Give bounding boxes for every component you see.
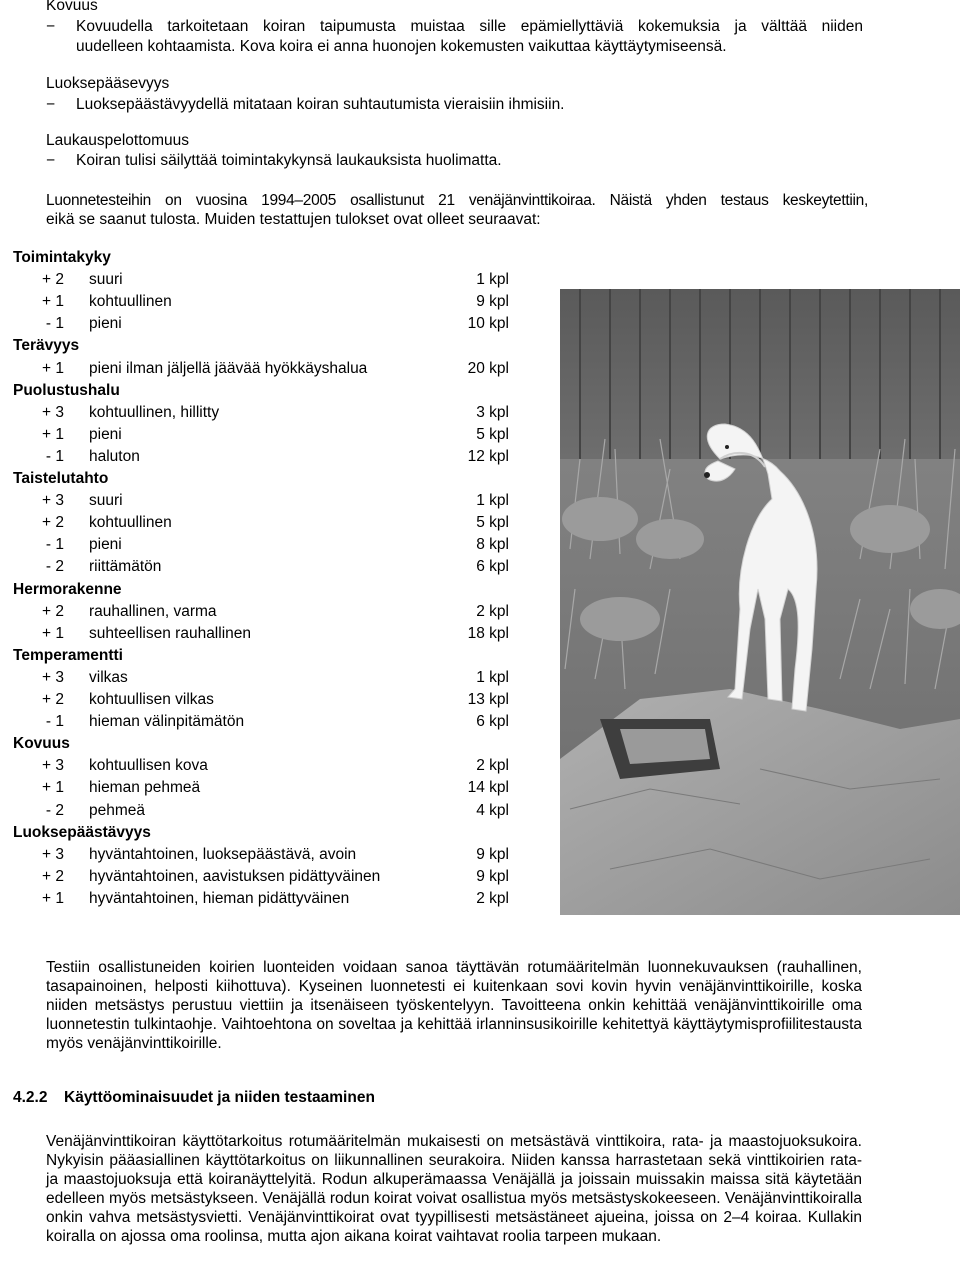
result-score: + 2	[42, 867, 64, 885]
result-score: + 2	[42, 602, 64, 620]
result-count: 9 kpl	[476, 845, 509, 863]
result-label: hieman pehmeä	[89, 779, 201, 797]
result-count: 9 kpl	[476, 293, 509, 311]
heading-laukauspelottomuus: Laukauspelottomuus	[46, 132, 190, 149]
result-label: hyväntahtoinen, luoksepäästävä, avoin	[89, 845, 357, 863]
result-label: suhteellisen rauhallinen	[89, 624, 252, 642]
result-count: 14 kpl	[467, 779, 509, 797]
luoksepaasevyys-text: Luoksepäästävyydellä mitataan koiran suhtautumista vieraisiin ihmisiin.	[76, 96, 565, 113]
result-row	[0, 270, 520, 292]
result-score: + 1	[42, 624, 64, 642]
result-row	[0, 314, 520, 336]
result-count: 13 kpl	[467, 691, 509, 708]
result-row	[0, 491, 520, 513]
result-label: kohtuullisen kova	[89, 757, 208, 775]
result-score: + 1	[42, 779, 64, 797]
result-row	[0, 690, 520, 712]
result-score: - 1	[45, 447, 64, 465]
result-label: kohtuullinen, hillitty	[89, 403, 220, 421]
result-label: kohtuullinen	[89, 514, 172, 532]
result-row	[0, 778, 520, 800]
result-count: 5 kpl	[476, 514, 509, 532]
result-count: 8 kpl	[476, 536, 509, 554]
section-body-text: Venäjänvinttikoiran käyttötarkoitus rotumääritelmän mukaisesti on metsästävä vinttikoira, rata- ja maastojuoksukoira. Nykyisin pääasiallinen käyttötarkoitus on liikunnallinen seurakoira. Niiden kanssa harrastetaan sekä vinttikoirien rata- ja maastojuoksuja että koiranäyttelyitä. Rodun alkuperämaassa Venäjällä ja joissain muissakin maissa sitä käytetään edelleen myös metsästykseen. Venäjällä rodun koirat voivat osallistua myös metsästyskokeeseen. Venäjänvinttikoiralla onkin vahva metsästysvietti. Venäjänvinttikoirat ovat tyypillisesti metsästäneet ajueina, joissa on 2–4 koiraa. Kullakin koiralla on ajossa oma roolinsa, mutta ajon aikana koirat vaihtavat roolia tarpeen mukaan.	[46, 1133, 862, 1245]
result-row	[0, 403, 520, 425]
result-score: + 2	[42, 691, 64, 708]
result-label: kohtuullinen	[89, 293, 172, 311]
result-count: 12 kpl	[467, 447, 509, 465]
result-row	[0, 535, 520, 557]
category-heading: Kovuus	[13, 735, 70, 753]
result-score: - 2	[45, 801, 64, 819]
dash-bullet: −	[46, 152, 56, 169]
dash-bullet: −	[46, 18, 56, 35]
result-row	[0, 801, 520, 823]
result-row	[0, 359, 520, 381]
result-row	[0, 889, 520, 911]
summary-line1: Luonnetesteihin on vuosina 1994–2005 osallistunut 21 venäjänvinttikoiraa. Näistä yhden testaus keskeytettiin,	[46, 192, 868, 209]
laukauspelottomuus-text: Koiran tulisi säilyttää toimintakykynsä laukauksista huolimatta.	[76, 152, 502, 169]
category-heading: Temperamentti	[13, 646, 123, 664]
result-label: pieni	[89, 425, 122, 443]
conclusion-text: Testiin osallistuneiden koirien luonteiden voidaan sanoa täyttävän rotumääritelmän luonnekuvauksen (rauhallinen, tasapainoinen, helposti kiihottuva). Kyseinen luonnetesti ei kuitenkaan sovi kovin hyvin venäjänvinttikoirille, koska niiden metsästys perustuu viettiin ja itsenäiseen työskentelyyn. Tavoitteena onkin kehittää venäjänvinttikoirille oma luonnetestin tulkintaohje. Vaihtoehtona on soveltaa ja kehittää irlanninsusikoirille kehitettyä käyttäytymisprofiilitestausta myös venäjänvinttikoirille.	[46, 959, 862, 1052]
category-heading: Luoksepäästävyys	[13, 823, 151, 841]
result-score: - 1	[45, 713, 64, 731]
result-count: 2 kpl	[476, 757, 509, 775]
result-score: + 1	[42, 359, 64, 377]
result-label: riittämätön	[89, 558, 162, 576]
result-label: hieman välinpitämätön	[89, 713, 245, 731]
result-row	[0, 425, 520, 447]
result-score: - 2	[45, 558, 64, 576]
result-count: 6 kpl	[476, 713, 509, 731]
result-label: suuri	[89, 271, 123, 289]
result-count: 18 kpl	[467, 624, 509, 642]
kovuus-text-line2: uudelleen kohtaamista. Kova koira ei anna huonojen kokemusten vaikuttaa käyttäytymiseensä.	[76, 38, 727, 55]
section-title: Käyttöominaisuudet ja niiden testaaminen	[64, 1089, 375, 1106]
category-heading: Terävyys	[13, 337, 80, 355]
result-label: pieni ilman jäljellä jäävää hyökkäyshalua	[89, 359, 368, 377]
result-score: + 3	[42, 492, 64, 510]
heading-luoksepaasevyys: Luoksepääsevyys	[46, 75, 170, 92]
result-row	[0, 602, 520, 624]
result-score: + 3	[42, 757, 64, 775]
heading-kovuus: Kovuus	[46, 0, 98, 14]
result-label: suuri	[89, 492, 123, 510]
result-score: + 1	[42, 425, 64, 443]
summary-line2: eikä se saanut tulosta. Muiden testattujen tulokset ovat olleet seuraavat:	[46, 211, 541, 228]
result-count: 9 kpl	[476, 867, 509, 885]
result-count: 1 kpl	[476, 492, 509, 510]
result-row	[0, 624, 520, 646]
category-heading: Toimintakyky	[13, 249, 111, 266]
result-label: pehmeä	[89, 801, 146, 819]
result-count: 6 kpl	[476, 558, 509, 576]
result-row	[0, 712, 520, 734]
result-score: + 3	[42, 403, 64, 421]
borzoi-image	[560, 289, 960, 915]
dog-photo	[560, 289, 960, 915]
result-label: pieni	[89, 536, 122, 554]
result-count: 10 kpl	[467, 315, 509, 333]
result-label: hyväntahtoinen, aavistuksen pidättyväinen	[89, 867, 381, 885]
result-row	[0, 668, 520, 690]
result-count: 1 kpl	[476, 271, 509, 289]
result-count: 1 kpl	[476, 668, 509, 686]
category-heading: Puolustushalu	[13, 381, 120, 399]
result-count: 5 kpl	[476, 425, 509, 443]
result-score: + 3	[42, 845, 64, 863]
result-label: kohtuullisen vilkas	[89, 691, 214, 708]
result-score: - 1	[45, 536, 64, 554]
category-heading: Hermorakenne	[13, 580, 122, 598]
kovuus-text-line1: Kovuudella tarkoitetaan koiran taipumusta muistaa sille epämiellyttäviä kokemuksia ja välttää niiden	[76, 18, 863, 35]
section-number: 4.2.2	[13, 1089, 48, 1106]
result-row	[0, 292, 520, 314]
result-score: + 1	[42, 889, 64, 907]
result-label: rauhallinen, varma	[89, 602, 217, 620]
result-row	[0, 447, 520, 469]
result-score: + 2	[42, 271, 64, 289]
result-label: vilkas	[89, 668, 128, 686]
result-count: 3 kpl	[476, 403, 509, 421]
result-score: + 2	[42, 514, 64, 532]
result-label: haluton	[89, 447, 140, 465]
dash-bullet: −	[46, 96, 56, 113]
result-count: 4 kpl	[476, 801, 509, 819]
result-row	[0, 513, 520, 535]
conclusion-paragraph	[46, 958, 862, 1053]
section-body	[46, 1132, 862, 1246]
result-row	[0, 557, 520, 579]
result-score: + 3	[42, 668, 64, 686]
result-row	[0, 867, 520, 889]
result-count: 2 kpl	[476, 889, 509, 907]
result-count: 2 kpl	[476, 602, 509, 620]
result-label: hyväntahtoinen, hieman pidättyväinen	[89, 889, 350, 907]
category-heading: Taistelutahto	[13, 470, 109, 487]
result-row	[0, 756, 520, 778]
result-row	[0, 845, 520, 867]
result-count: 20 kpl	[467, 359, 509, 377]
result-score: + 1	[42, 293, 64, 311]
result-label: pieni	[89, 315, 122, 333]
result-score: - 1	[45, 315, 64, 333]
